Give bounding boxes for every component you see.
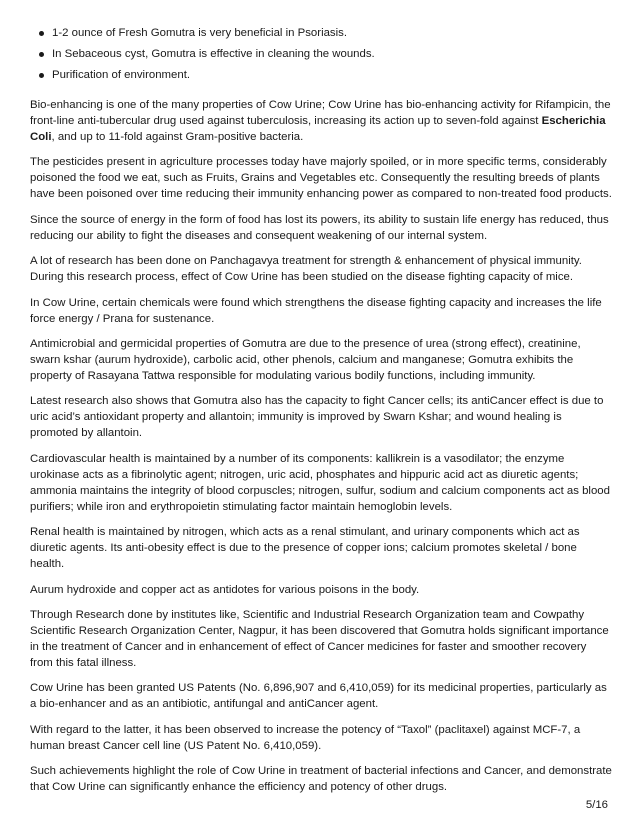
paragraph-panchagavya-research: A lot of research has been done on Panchagavya treatment for strength & enhancement of physical immunity. During this research process, effect of Cow Urine has been studied on the disease fighting capacity of mice. bbox=[30, 255, 582, 284]
paragraph-antidotes: Aurum hydroxide and copper act as antidotes for various poisons in the body. bbox=[30, 583, 420, 596]
paragraph-energy-source: Since the source of energy in the form of food has lost its powers, its ability to sustain life energy has reduced, thus reducing our ability to fight the diseases and consequent weakening of our internal system. bbox=[30, 213, 609, 242]
paragraph-chemicals: In Cow Urine, certain chemicals were found which strengthens the disease fighting capacity and increases the life force energy / Prana for sustenance. bbox=[30, 296, 602, 325]
paragraph-text: , and up to 11-fold against Gram-positive bacteria. bbox=[51, 131, 304, 143]
paragraph-text: Bio-enhancing is one of the many properties of Cow Urine; Cow Urine has bio-enhancing activity for Rifampicin, the front-line anti-tubercular drug used against tuberculosis, increasing its action up to seven-fold against bbox=[30, 99, 611, 127]
list-item: In Sebaceous cyst, Gomutra is effective in cleaning the wounds. bbox=[30, 47, 610, 61]
list-item: 1-2 ounce of Fresh Gomutra is very beneficial in Psoriasis. bbox=[30, 26, 610, 40]
list-item: Purification of environment. bbox=[30, 68, 610, 82]
bacteria-name: Escherichia Coli bbox=[30, 115, 606, 143]
paragraph-achievements: Such achievements highlight the role of Cow Urine in treatment of bacterial infections and Cancer, and demonstrate that Cow Urine can significantly enhance the efficiency and potency of other drugs. bbox=[30, 765, 612, 794]
paragraph-bio-enhancing bbox=[30, 97, 612, 145]
paragraph-taxol: With regard to the latter, it has been observed to increase the potency of “Taxol” (paclitaxel) against MCF-7, a human breast Cancer cell line (US Patent No. 6,410,059). bbox=[30, 723, 581, 752]
paragraph-anticancer: Latest research also shows that Gomutra also has the capacity to fight Cancer cells; its antiCancer effect is due to uric acid’s antioxidant property and allantoin; immunity is improved by Swarn Kshar; and wound healing is promoted by allantoin. bbox=[30, 395, 604, 440]
paragraph-renal: Renal health is maintained by nitrogen, which acts as a renal stimulant, and urinary components which act as diuretic agents. Its anti-obesity effect is due to the presence of copper ions; calcium promotes skeletal / bone health. bbox=[30, 526, 580, 571]
body-text bbox=[30, 97, 612, 804]
paragraph-antimicrobial: Antimicrobial and germicidal properties of Gomutra are due to the presence of urea (strong effect), creatinine, swarn kshar (aurum hydroxide), carbolic acid, other phenols, calcium and manganese; Gomutra exhibits the property of Rasayana Tattwa responsible for modulating various bodily functions, including immunity. bbox=[30, 337, 581, 382]
paragraph-pesticides: The pesticides present in agriculture processes today have majorly spoiled, or in more specific terms, considerably poisoned the food we eat, such as Fruits, Grains and Vegetables etc. Consequently the resulting breeds of plants have been poisoned over time reducing their immunity enhancing power as compared to non-treated food products. bbox=[30, 156, 612, 201]
benefits-list bbox=[30, 26, 610, 89]
paragraph-cardiovascular: Cardiovascular health is maintained by a number of its components: kallikrein is a vasodilator; the enzyme urokinase acts as a fibrinolytic agent; nitrogen, uric acid, phosphates and hippuric acid act as diuretic agents; ammonia maintains the integrity of blood corpuscles; nitrogen, sulfur, sodium and calcium components act as blood purifiers; while iron and erythropoietin stimulating factor maintain hemoglobin levels. bbox=[30, 452, 610, 513]
page-number: 5/16 bbox=[585, 799, 608, 811]
paragraph-us-patents: Cow Urine has been granted US Patents (No. 6,896,907 and 6,410,059) for its medicinal properties, particularly as a bio-enhancer and as an antibiotic, antifungal and antiCancer agent. bbox=[30, 682, 607, 711]
paragraph-research-institutes: Through Research done by institutes like, Scientific and Industrial Research Organization team and Cowpathy Scientific Research Organization Center, Nagpur, it has been discovered that Gomutra holds significant importance in the treatment of Cancer and in enhancement of effect of Cancer medicines for faster and smoother recovery from this fatal illness. bbox=[30, 608, 609, 669]
